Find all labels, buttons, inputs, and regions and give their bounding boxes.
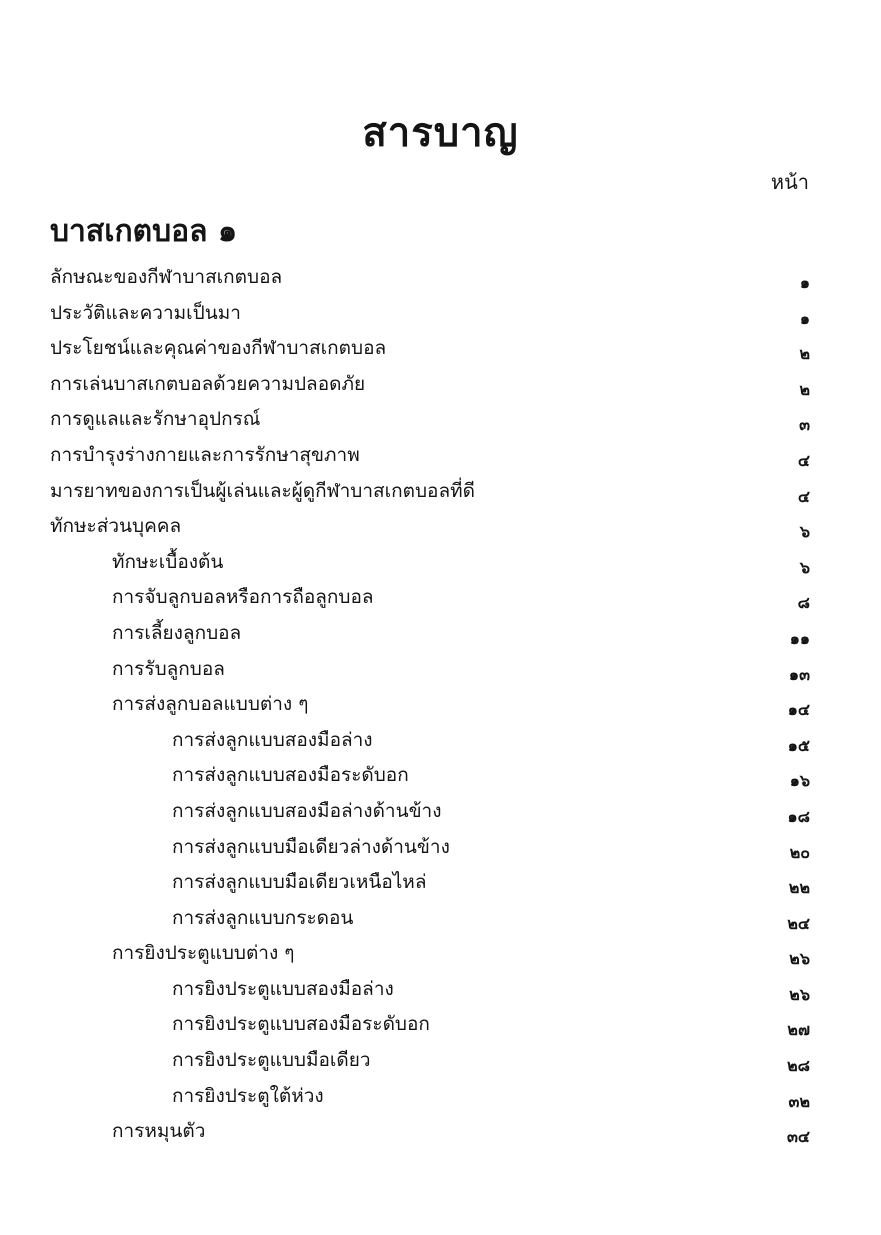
toc-entry-label: การส่งลูกบอลแบบต่าง ๆ <box>112 693 309 716</box>
toc-entry-page-number: ๒๖ <box>789 949 810 969</box>
toc-entry-page-number: ๑ <box>799 308 810 328</box>
toc-entry <box>50 1081 810 1117</box>
toc-entry-label: การจับลูกบอลหรือการถือลูกบอล <box>112 586 374 609</box>
toc-entry-label: การรับลูกบอล <box>112 657 225 680</box>
toc-entry <box>50 974 810 1010</box>
toc-entry <box>50 867 810 903</box>
toc-entry-label: การเล่นบาสเกตบอลด้วยความปลอดภัย <box>50 372 366 395</box>
toc-entry-page-number: ๒๐ <box>789 842 810 862</box>
toc-entry-page-number: ๒๒ <box>788 878 810 898</box>
toc-entry <box>50 1116 810 1152</box>
toc-entry-label: การดูแลและรักษาอุปกรณ์ <box>50 408 261 431</box>
toc-entry <box>50 1045 810 1081</box>
chapter-heading: บาสเกตบอล ๑ <box>50 214 238 249</box>
page-title: สารบาญ <box>362 109 519 156</box>
toc-entry-page-number: ๓๒ <box>788 1091 810 1111</box>
toc-entry-page-number: ๒๘ <box>787 1056 810 1076</box>
toc-entry-page-number: ๔ <box>797 486 810 506</box>
toc-entry <box>50 476 810 512</box>
toc-entry <box>50 369 810 405</box>
toc-entry-page-number: ๒๖ <box>789 984 810 1004</box>
toc-entry-page-number: ๓ <box>799 415 810 435</box>
toc-entry <box>50 440 810 476</box>
toc-entry-label: การยิงประตูแบบมือเดียว <box>172 1049 371 1072</box>
toc-entry-label: การส่งลูกแบบสองมือล่างด้านข้าง <box>172 799 442 822</box>
toc-entry <box>50 333 810 369</box>
toc-entry <box>50 511 810 547</box>
toc-entry-label: การหมุนตัว <box>112 1120 206 1143</box>
toc-entry <box>50 262 810 298</box>
toc-entry-page-number: ๑ <box>799 273 810 292</box>
toc-entry <box>50 582 810 618</box>
toc-entry <box>50 298 810 334</box>
toc-entry-label: การยิงประตูใต้ห่วง <box>172 1084 324 1107</box>
toc-entry-label: การยิงประตูแบบสองมือระดับอก <box>172 1013 430 1036</box>
toc-entry-page-number: ๑๔ <box>787 700 810 720</box>
toc-entry <box>50 1009 810 1045</box>
toc-entry-page-number: ๑๖ <box>789 771 810 791</box>
toc-entry-page-number: ๑๑ <box>789 628 810 648</box>
toc-entry-label: การยิงประตูแบบต่าง ๆ <box>112 942 295 965</box>
toc-entry-label: การยิงประตูแบบสองมือล่าง <box>172 977 394 1000</box>
toc-entry-page-number: ๖ <box>799 557 810 577</box>
toc-entry-label: การส่งลูกแบบมือเดียวเหนือไหล่ <box>172 871 427 894</box>
toc-entry-label: การส่งลูกแบบสองมือล่าง <box>172 728 373 751</box>
toc-entry <box>50 796 810 832</box>
toc-entry <box>50 832 810 868</box>
toc-entry-page-number: ๑๘ <box>787 806 810 826</box>
toc-entry <box>50 547 810 583</box>
toc-entry-page-number: ๑๕ <box>787 735 810 755</box>
toc-entry-label: ทักษะส่วนบุคคล <box>50 515 182 538</box>
toc-entry <box>50 903 810 939</box>
toc-entry-label: การส่งลูกแบบกระดอน <box>172 906 354 929</box>
toc-entry-label: ลักษณะของกีฬาบาสเกตบอล <box>50 266 283 288</box>
table-of-contents <box>50 262 810 1152</box>
toc-entry <box>50 725 810 761</box>
toc-entry <box>50 654 810 690</box>
toc-entry-label: ประโยชน์และคุณค่าของกีฬาบาสเกตบอล <box>50 337 387 360</box>
toc-entry-label: มารยาทของการเป็นผู้เล่นและผู้ดูกีฬาบาสเกตบอลที่ดี <box>50 479 475 502</box>
toc-entry <box>50 938 810 974</box>
toc-entry-label: การบำรุงร่างกายและการรักษาสุขภาพ <box>50 443 360 466</box>
toc-entry-label: การเลี้ยงลูกบอล <box>112 621 242 644</box>
page-column-header: หน้า <box>770 170 809 194</box>
toc-entry-label: ประวัติและความเป็นมา <box>50 301 241 324</box>
toc-entry-page-number: ๒๗ <box>787 1020 810 1040</box>
toc-entry-page-number: ๒๔ <box>787 913 810 933</box>
toc-entry-page-number: ๒ <box>799 379 810 399</box>
toc-entry-page-number: ๔ <box>797 450 810 470</box>
toc-entry-label: การส่งลูกแบบมือเดียวล่างด้านข้าง <box>172 835 450 858</box>
toc-entry-page-number: ๖ <box>799 522 810 542</box>
toc-entry-label: การส่งลูกแบบสองมือระดับอก <box>172 764 409 787</box>
toc-entry <box>50 689 810 725</box>
toc-entry <box>50 760 810 796</box>
toc-entry-label: ทักษะเบื้องต้น <box>112 550 224 573</box>
toc-entry-page-number: ๘ <box>797 593 810 613</box>
toc-entry <box>50 404 810 440</box>
toc-entry-page-number: ๒ <box>799 344 810 364</box>
toc-entry-page-number: ๑๓ <box>788 664 810 684</box>
toc-entry-page-number: ๓๔ <box>786 1127 810 1147</box>
toc-entry <box>50 618 810 654</box>
